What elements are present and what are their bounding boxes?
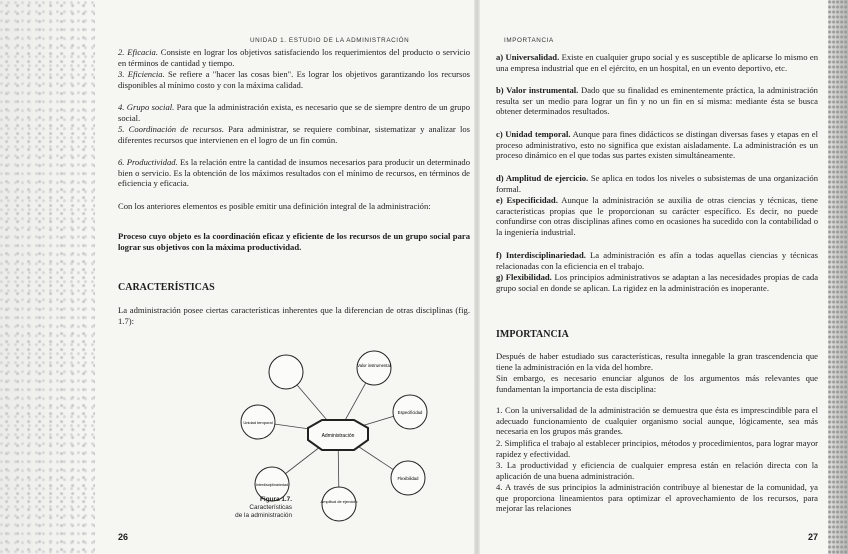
importance-paragraph: 2. Simplifica el trabajo al establecer principios, métodos y procedimientos, para lograr mayor rapidez y efectividad. (496, 438, 818, 459)
importance-paragraph: 1. Con la universalidad de la administración se demuestra que ésta es imprescindible para el adecuado funcionamiento de cualquier organismo social aunque, lógicamente, sea más necesaria en los grupos más grandes. (496, 405, 818, 437)
book-spine (474, 0, 480, 554)
diagram-node-label: Flexibilidad (397, 476, 419, 481)
running-head: IMPORTANCIA (504, 37, 554, 44)
figure-caption: Figura 1.7. Características de la administración (235, 496, 292, 519)
characteristic-item: c) Unidad temporal. Aunque para fines didácticos se distingan diversas fases y etapas en el proceso administrativo, esto no significa que existan aisladamente. La administración es un proceso dinámico en el que todas sus partes existen simultáneamente. (496, 129, 818, 161)
characteristic-item: b) Valor instrumental. Dado que su finalidad es eminentemente práctica, la administración resulta ser un medio para lograr un fin y no un fin en sí misma: mediante ésta se busca obtener determinados resultados. (496, 85, 818, 117)
characteristic-item: d) Amplitud de ejercicio. Se aplica en todos los niveles o subsistemas de una organización formal. (496, 173, 818, 194)
paragraph-productividad: 6. Productividad. Es la relación entre la cantidad de insumos necesarios para producir un determinado bien o servicio. Es la obtención de los máximos resultados con el mínimo de recursos, en términos de eficiencia y eficacia. (118, 157, 471, 189)
characteristic-item: f) Interdisciplinariedad. La administración es afín a todas aquellas ciencias y técnicas relacionadas con la eficiencia en el trabajo. (496, 250, 818, 271)
page-edge-shadow-left (0, 0, 95, 554)
characteristic-item: a) Universalidad. Existe en cualquier grupo social y es susceptible de aplicarse lo mismo en una empresa industrial que en el ejército, en un hospital, en un evento deportivo, etc. (496, 52, 818, 73)
importance-paragraph: Después de haber estudiado sus características, resulta innegable la gran trascendencia que tiene la administración en la vida del hombre. (496, 351, 818, 372)
paragraph-eficacia: 2. Eficacia. Consiste en lograr los objetivos satisfaciendo los requerimientos del producto o servicio en términos de cantidad y tiempo. (118, 47, 470, 68)
section-heading-importancia: IMPORTANCIA (496, 329, 569, 340)
page-number-right: 27 (807, 532, 818, 542)
running-head: UNIDAD 1. ESTUDIO DE LA ADMINISTRACIÓN (250, 37, 410, 44)
diagram-node-label: Valor instrumental (357, 363, 391, 368)
paragraph-coordinacion: 5. Coordinación de recursos. Para administrar, se requiere combinar, sistematizar y analizar los diferentes recursos que intervienen en el logro de un fin común. (118, 124, 470, 145)
diagram-node-label: Unidad temporal (243, 420, 273, 425)
diagram-node (322, 487, 356, 521)
diagram-node-label: Especificidad (397, 410, 423, 415)
section-intro: La administración posee ciertas características inherentes que la diferencian de otras disciplinas (fig. 1.7): (118, 305, 470, 326)
importance-paragraph: 4. A través de sus principios la administración contribuye al bienestar de la comunidad, ya que proporciona lineamientos para optimizar el aprovechamiento de los recursos, para mejorar las relaciones (496, 482, 818, 514)
section-heading-caracteristicas: CARACTERÍSTICAS (118, 282, 215, 293)
diagram-node-label: Interdisciplinariedad (256, 483, 288, 487)
paragraph-definicion-intro: Con los anteriores elementos es posible emitir una definición integral de la administración: (118, 201, 431, 211)
diagram-node-empty (269, 355, 303, 389)
paragraph-grupo-social: 4. Grupo social. Para que la administración exista, es necesario que se de siempre dentro de un grupo social. (118, 102, 470, 123)
characteristic-item: e) Especificidad. Aunque la administración se auxilia de otras ciencias y técnicas, tiene características propias que le proporcionan su carácter específico. Es decir, no puede confundirse con otras disciplinas afines como en ocasiones ha sucedido con la contabilidad o la ingeniería industrial. (496, 195, 818, 237)
definition-text: Proceso cuyo objeto es la coordinación eficaz y eficiente de los recursos de un grupo social para lograr sus objetivos con la máxima productividad. (118, 231, 470, 252)
diagram-node-label: Amplitud de ejercicio (320, 499, 358, 504)
importance-paragraph: 3. La productividad y eficiencia de cualquier empresa están en relación directa con la aplicación de una buena administración. (496, 460, 818, 481)
page-number-left: 26 (118, 532, 129, 542)
paragraph-eficiencia: 3. Eficiencia. Se refiere a "hacer las cosas bien". Es lograr los objetivos garantizando los recursos disponibles al mínimo costo y con la máxima calidad. (118, 69, 470, 90)
diagram-node (357, 351, 391, 385)
page-edge-shadow-right (828, 0, 848, 554)
center-label: Administración (321, 433, 355, 439)
importance-paragraph: Sin embargo, es necesario enunciar algunos de los argumentos más relevantes que fundamentan la importancia de esta disciplina: (496, 373, 818, 394)
characteristic-item: g) Flexibilidad. Los principios administrativos se adaptan a las necesidades propias de cada grupo social en donde se aplican. La rigidez en la administración es inoperante. (496, 272, 819, 293)
